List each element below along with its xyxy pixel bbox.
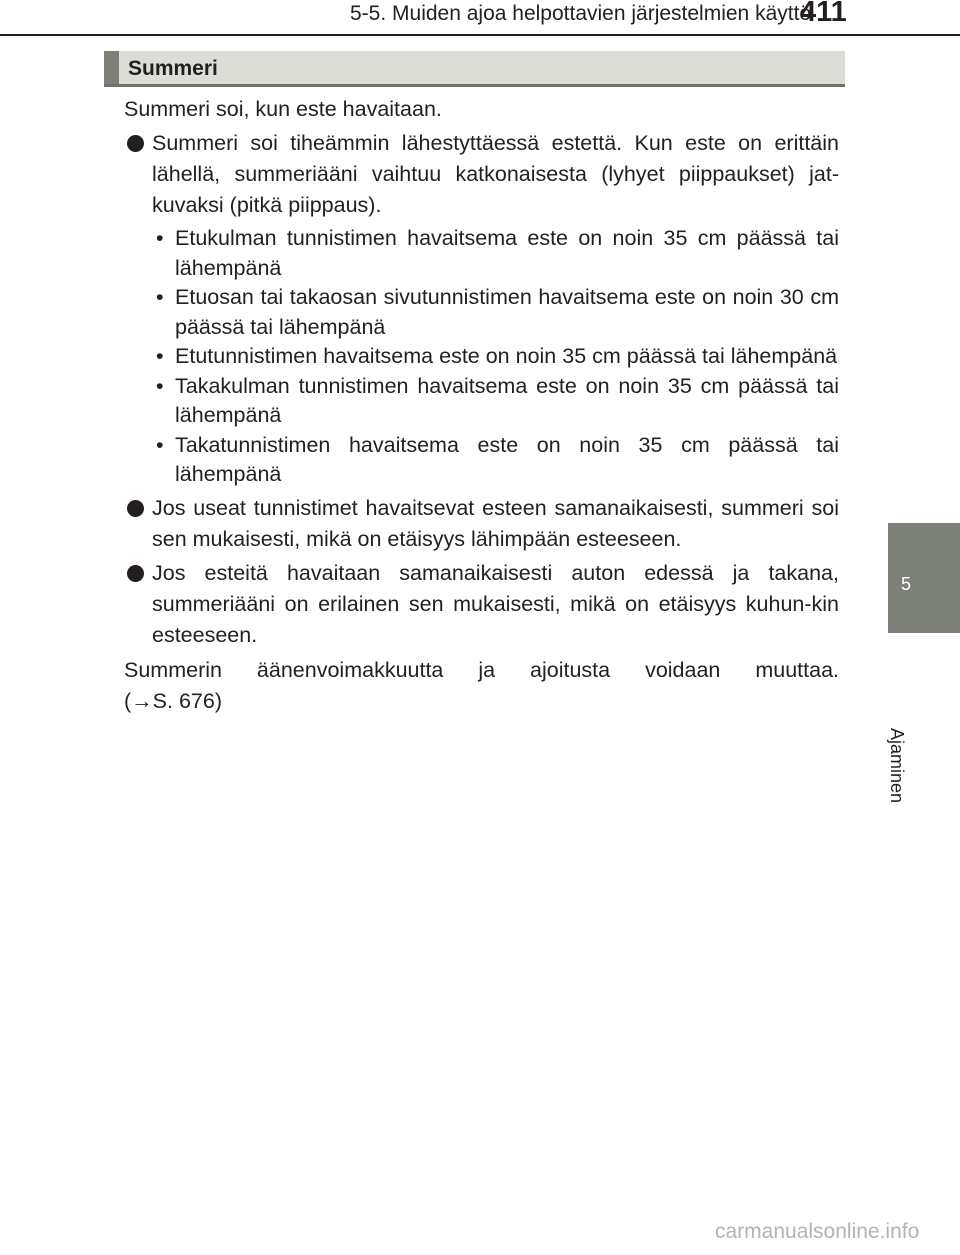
sub-bullet-icon: • xyxy=(156,373,164,398)
sub-bullet-icon: • xyxy=(156,285,164,309)
sub-list-item xyxy=(124,431,839,490)
sub-list-item-text: Etutunnistimen havaitsema este on noin 35 cm päässä tai lähempänä xyxy=(175,344,838,368)
list-item-text: Jos useat tunnistimet havaitsevat esteen samanaikaisesti, summeri soi sen mukaisesti, mikä on etäisyys lähimpään esteeseen. xyxy=(152,495,839,551)
chapter-tab-label: Ajaminen xyxy=(887,728,907,804)
intro-text: Summeri soi, kun este havaitaan. xyxy=(124,97,442,121)
closing-text: Summerin äänenvoimakkuutta ja ajoitusta voidaan muuttaa. xyxy=(124,657,839,682)
bullet-dot-icon xyxy=(127,135,144,152)
sub-list xyxy=(124,224,839,490)
list-item xyxy=(124,128,839,221)
sub-list-item-text: Etukulman tunnistimen havaitsema este on noin 35 cm päässä tai lähempänä xyxy=(175,226,839,280)
header-rule xyxy=(0,34,960,36)
sub-list-item-text: Takakulman tunnistimen havaitsema este on noin 35 cm päässä tai lähempänä xyxy=(175,373,839,427)
list-item xyxy=(124,558,839,651)
bullet-dot-icon xyxy=(127,500,144,517)
chapter-tab-number: 5 xyxy=(900,574,911,594)
list-item xyxy=(124,493,839,555)
watermark: carmanualsonline.info xyxy=(715,1220,920,1243)
sub-list-item xyxy=(124,224,839,283)
list-item-text: Jos esteitä havaitaan samanaikaisesti auton edessä ja takana, summeriääni on erilainen sen mukaisesti, mikä on etäisyys kuhun-kin esteeseen. xyxy=(152,560,839,647)
sub-list-item xyxy=(124,283,839,342)
section-header xyxy=(104,51,845,87)
sub-bullet-icon: • xyxy=(156,432,164,457)
sub-list-item xyxy=(124,372,839,431)
sub-list-item xyxy=(124,342,839,372)
header-title: 5-5. Muiden ajoa helpottavien järjestelmien käyttö xyxy=(350,2,812,25)
section-title: Summeri xyxy=(128,57,218,80)
list-item-text: Summeri soi tiheämmin lähestyttäessä estettä. Kun este on erittäin lähellä, summeriääni vaihtuu katkonaisesta (lyhyet piippaukset) jat-kuvaksi (pitkä piippaus). xyxy=(152,131,839,217)
content xyxy=(124,94,839,717)
page-reference: (→S. 676) xyxy=(124,688,222,713)
sub-list-item-text: Etuosan tai takaosan sivutunnistimen havaitsema este on noin 30 cm päässä tai lähempänä xyxy=(175,285,839,339)
section-header-bar xyxy=(104,51,119,84)
sub-list-item-text: Takatunnistimen havaitsema este on noin 35 cm päässä tai lähempänä xyxy=(175,432,839,486)
page-number: 411 xyxy=(800,0,847,28)
bullet-dot-icon xyxy=(127,565,144,582)
sub-bullet-icon: • xyxy=(156,344,164,368)
sub-bullet-icon: • xyxy=(156,226,164,250)
